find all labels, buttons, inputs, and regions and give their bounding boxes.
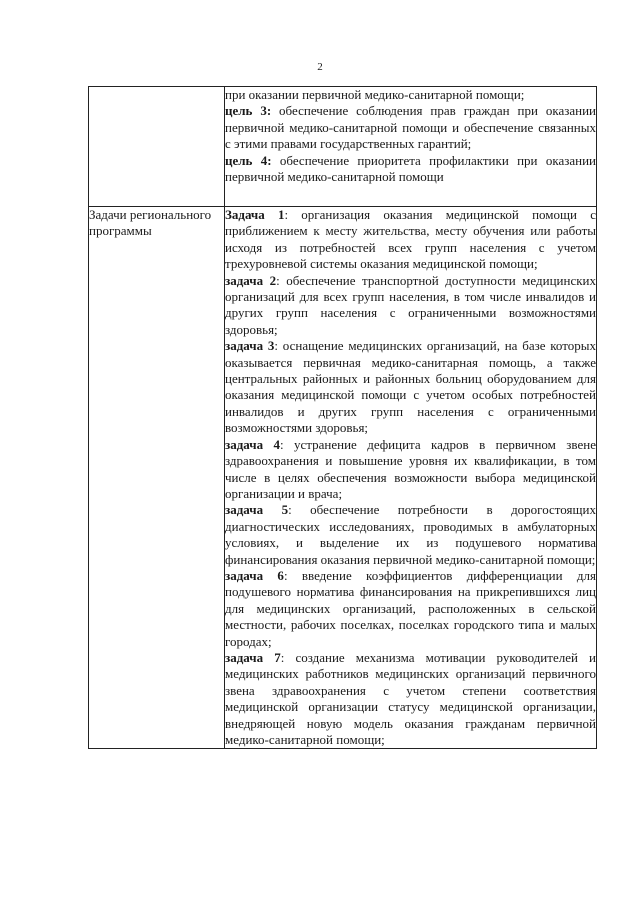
- page-number: 2: [317, 61, 323, 73]
- paragraph-text: : организация оказания медицинской помощи с приближением к месту жительства, месту обучения или работы исходя из потребностей всех групп населения с учетом трехуровневой системы оказания медицинской помощи;: [225, 207, 596, 272]
- paragraph-text: при оказании первичной медико-санитарной помощи;: [225, 87, 525, 102]
- task-paragraph: [225, 502, 596, 568]
- goal-paragraph: [225, 103, 596, 152]
- task-paragraph: [225, 437, 596, 503]
- tasks-cell: [225, 207, 597, 749]
- row-label-cell: [89, 87, 225, 207]
- paragraph-lead: задача 4: [225, 436, 281, 452]
- task-paragraph: [225, 568, 596, 650]
- program-table: [88, 86, 597, 749]
- table-row: [89, 207, 597, 749]
- goal-paragraph: [225, 87, 596, 103]
- paragraph-lead: задача 5: [225, 502, 289, 518]
- paragraph-text: : устранение дефицита кадров в первичном звене здравоохранения и повышение уровня их квалификации, в том числе в целях обеспечения возможности выбора медицинской организации и врача;: [225, 436, 596, 501]
- row-label-cell: [89, 207, 225, 749]
- paragraph-lead: цель 3:: [225, 103, 272, 119]
- goal-paragraph: [225, 153, 596, 186]
- paragraph-lead: задача 6: [225, 567, 284, 583]
- paragraph-lead: цель 4:: [225, 152, 272, 168]
- paragraph-lead: задача 7: [225, 649, 281, 665]
- table-row: [89, 87, 597, 207]
- task-paragraph: [225, 650, 596, 748]
- paragraph-lead: Задача 1: [225, 207, 285, 222]
- paragraph-text: : создание механизма мотивации руководителей и медицинских работников медицинских организаций первичного звена здравоохранения с учетом степени соответствия медицинской организации статусу медицинской организации, внедряющей новую модель оказания гражданам первичной медико-санитарной помощи;: [225, 649, 596, 747]
- paragraph-text: : введение коэффициентов дифференциации для подушевого норматива финансирования на прикрепившихся лиц для медицинских организаций, расположенных в сельской местности, рабочих поселках, поселках городского типа и малых городах;: [225, 567, 596, 649]
- goals-cell: [225, 87, 597, 207]
- paragraph-lead: задача 3: [225, 338, 275, 354]
- task-paragraph: [225, 273, 596, 339]
- paragraph-lead: задача 2: [225, 272, 277, 288]
- row-label: Задачи регионального программы: [89, 207, 212, 238]
- paragraph-text: : обеспечение потребности в дорогостоящих диагностических исследованиях, проводимых в амбулаторных условиях, и выделение их из подушевого норматива финансирования оказания первичной медико-санитарной помощи;: [225, 502, 596, 567]
- task-paragraph: [225, 338, 596, 436]
- paragraph-text: обеспечение приоритета профилактики при оказании первичной медико-санитарной помощи: [225, 152, 596, 185]
- task-paragraph: [225, 207, 596, 273]
- paragraph-text: : обеспечение транспортной доступности медицинских организаций для всех групп населения, в том числе инвалидов и других групп населения с ограниченными возможностями здоровья;: [225, 272, 596, 337]
- paragraph-text: обеспечение соблюдения прав граждан при оказании первичной медико-санитарной помощи и обеспечение связанных с этими правами государственных гарантий;: [225, 103, 596, 152]
- paragraph-text: : оснащение медицинских организаций, на базе которых оказывается первичная медико-санитарная помощь, а также центральных районных и районных больниц оборудованием для оказания медицинской помощи с учетом особых потребностей инвалидов и других групп населения с ограниченными возможностями здоровья;: [225, 338, 596, 436]
